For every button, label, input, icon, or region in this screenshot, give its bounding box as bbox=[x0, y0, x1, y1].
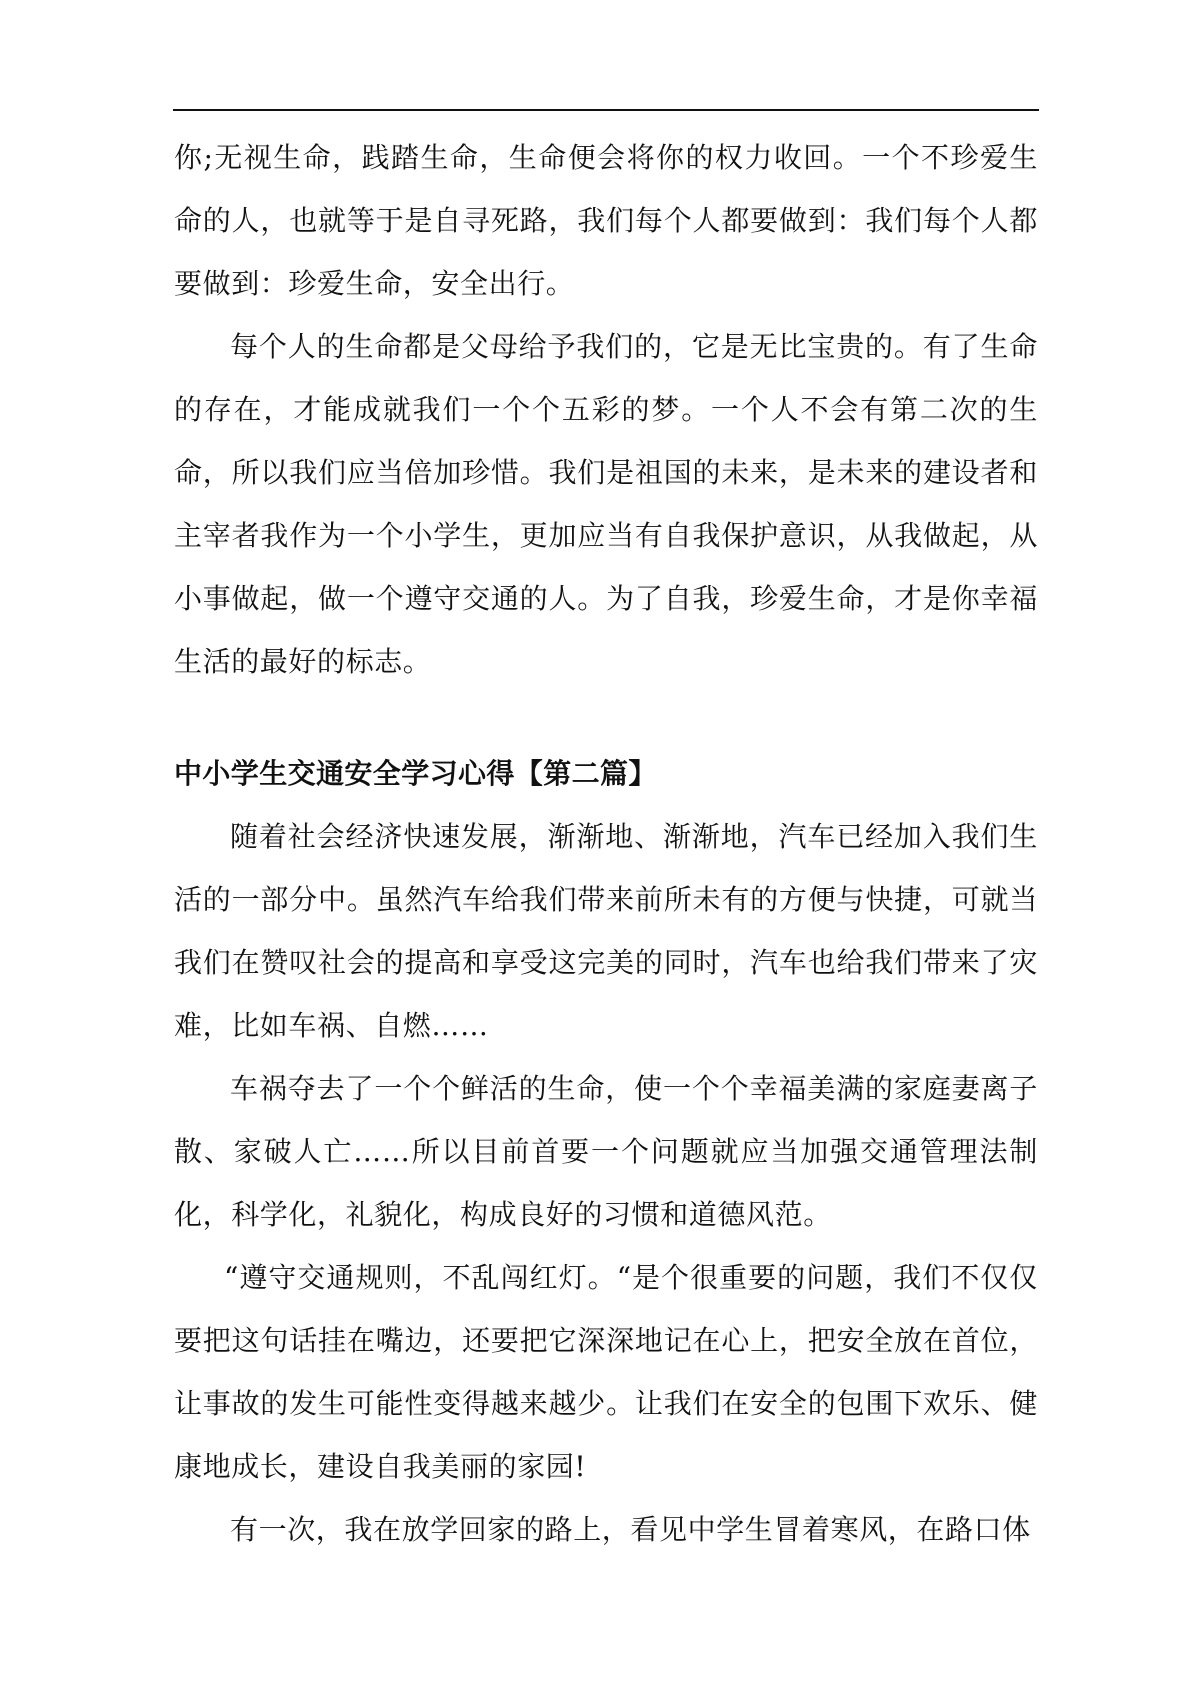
paragraph-traffic-rules: “遵守交通规则，不乱闯红灯。“是个很重要的问题，我们不仅仅要把这句话挂在嘴边，还要把它深深地记在心上，把安全放在首位，让事故的发生可能性变得越来越少。让我们在安全的包围下欢乐、健康地成长，建设自我美丽的家园! bbox=[174, 1261, 1038, 1483]
paragraph-accidents: 车祸夺去了一个个鲜活的生命，使一个个幸福美满的家庭妻离子散、家破人亡……所以目前首要一个问题就应当加强交通管理法制化，科学化，礼貌化，构成良好的习惯和道德风范。 bbox=[174, 1072, 1038, 1231]
document-body bbox=[174, 126, 1038, 1561]
paragraph-car-development: 随着社会经济快速发展，渐渐地、渐渐地，汽车已经加入我们生活的一部分中。虽然汽车给我们带来前所未有的方便与快捷，可就当我们在赞叹社会的提高和享受这完美的同时，汽车也给我们带来了灾难，比如车祸、自燃…… bbox=[174, 820, 1038, 1042]
header-rule bbox=[173, 109, 1039, 111]
paragraph-continuation: 你;无视生命，践踏生命，生命便会将你的权力收回。一个不珍爱生命的人，也就等于是自寻死路，我们每个人都要做到：我们每个人都要做到：珍爱生命，安全出行。 bbox=[174, 141, 1038, 300]
paragraph-story-start: 有一次，我在放学回家的路上，看见中学生冒着寒风，在路口体 bbox=[230, 1513, 1031, 1546]
paragraph-life-precious: 每个人的生命都是父母给予我们的，它是无比宝贵的。有了生命的存在，才能成就我们一个个五彩的梦。一个人不会有第二次的生命，所以我们应当倍加珍惜。我们是祖国的未来，是未来的建设者和主宰者我作为一个小学生，更加应当有自我保护意识，从我做起，从小事做起，做一个遵守交通的人。为了自我，珍爱生命，才是你幸福生活的最好的标志。 bbox=[174, 330, 1038, 678]
section-title: 中小学生交通安全学习心得【第二篇】 bbox=[174, 757, 657, 790]
